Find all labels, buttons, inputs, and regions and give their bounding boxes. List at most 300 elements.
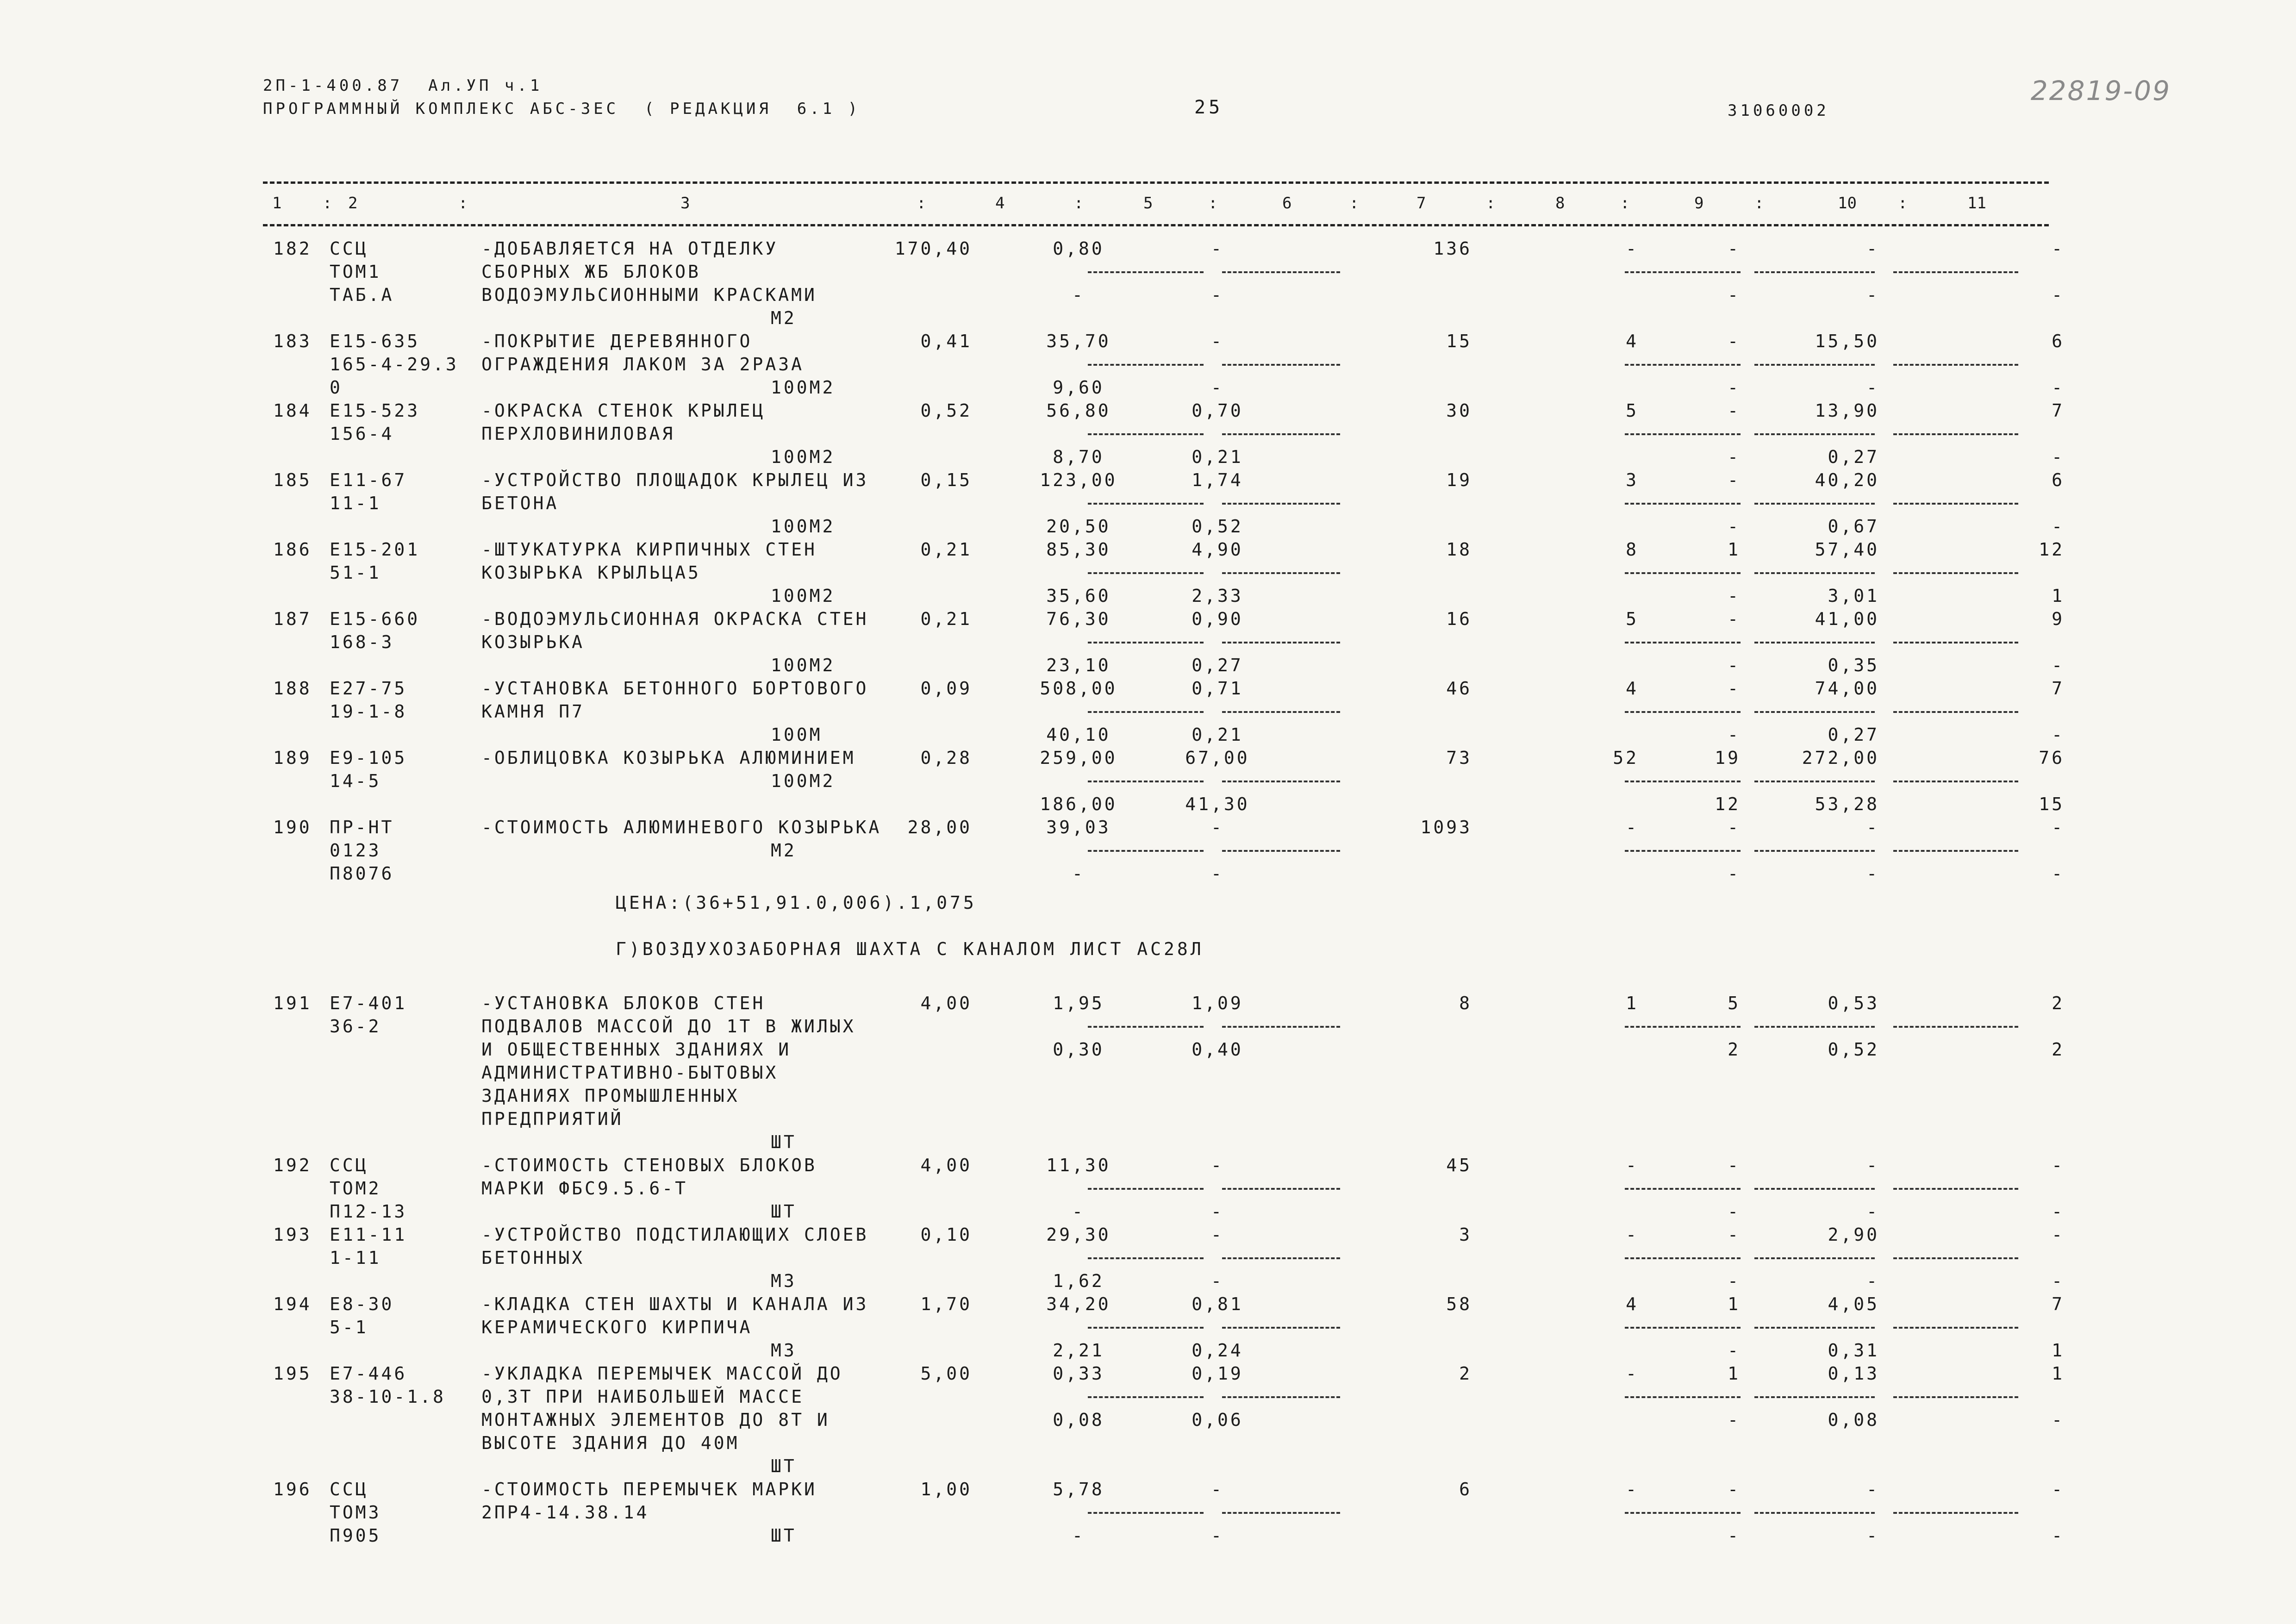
cell-divider: [1625, 572, 1741, 574]
column-header: 1: [272, 194, 282, 212]
row-number: 195: [273, 1363, 312, 1384]
cell-divider: [1625, 642, 1741, 643]
total-machine: -: [1728, 400, 1741, 421]
unit-of-measure: 100М2: [771, 586, 836, 606]
unit-of-measure: 100М2: [771, 771, 836, 791]
column-separator: :: [917, 194, 926, 212]
total-machinist: -: [2052, 1410, 2065, 1430]
work-description: 2ПР4-14.38.14: [481, 1502, 649, 1523]
work-description: КОЗЫРЬКА: [481, 632, 585, 652]
quantity: 0,21: [920, 539, 972, 560]
norm-code: 38-10-1.8: [330, 1387, 446, 1407]
work-description: ВЫСОТЕ ЗДАНИЯ ДО 40М: [481, 1433, 740, 1453]
labour-hours: 15,50: [1815, 331, 1879, 351]
cell-divider: [1893, 364, 2018, 366]
column-header: 9: [1694, 194, 1704, 212]
work-description: ОГРАЖДЕНИЯ ЛАКОМ ЗА 2РАЗА: [481, 354, 804, 375]
wage-per-unit: -: [1072, 1525, 1085, 1546]
cell-divider: [1893, 433, 2018, 435]
norm-code: Е11-11: [330, 1224, 407, 1245]
cost-per-unit: 259,00: [1040, 748, 1117, 768]
total-machine-wage: -: [1728, 285, 1741, 305]
cell-divider: [1088, 1327, 1204, 1329]
row-number: 186: [273, 539, 312, 560]
total-cost: 73: [1446, 748, 1472, 768]
column-separator: :: [458, 194, 468, 212]
machinist-hours: 53,28: [1815, 794, 1879, 814]
cost-per-unit: 29,30: [1046, 1224, 1111, 1245]
total-wage: 8: [1626, 539, 1639, 560]
total-labour: 9: [2052, 609, 2065, 629]
work-description: СБОРНЫХ ЖБ БЛОКОВ: [481, 262, 701, 282]
machine-cost: 0,19: [1192, 1363, 1243, 1384]
wage-per-unit: -: [1072, 285, 1085, 305]
work-description: -СТОИМОСТЬ ПЕРЕМЫЧЕК МАРКИ: [481, 1479, 817, 1499]
quantity: 0,41: [920, 331, 972, 351]
norm-code: Е7-446: [330, 1363, 407, 1384]
cell-divider: [1088, 1396, 1204, 1398]
cell-divider: [1222, 642, 1340, 643]
norm-code: ТОМ3: [330, 1502, 381, 1523]
total-machine: -: [1728, 1479, 1741, 1499]
total-machine: -: [1728, 1224, 1741, 1245]
unit-of-measure: 100М: [771, 725, 823, 745]
cost-per-unit: 0,80: [1053, 238, 1104, 259]
norm-code: Е15-201: [330, 539, 420, 560]
cell-divider: [1893, 1396, 2018, 1398]
total-labour: 7: [2052, 1294, 2065, 1314]
total-labour: -: [2052, 1155, 2065, 1175]
cell-divider: [1754, 364, 1875, 366]
work-description: -КЛАДКА СТЕН ШАХТЫ И КАНАЛА ИЗ: [481, 1294, 869, 1314]
unit-of-measure: 100М2: [771, 655, 836, 675]
cell-divider: [1754, 503, 1875, 505]
work-description: -УСТРОЙСТВО ПОДСТИЛАЮЩИХ СЛОЕВ: [481, 1224, 869, 1245]
machine-cost: 67,00: [1185, 748, 1250, 768]
row-number: 182: [273, 238, 312, 259]
cell-divider: [1222, 850, 1340, 852]
norm-code: 11-1: [330, 493, 381, 513]
column-header: 8: [1555, 194, 1565, 212]
cell-divider: [1754, 642, 1875, 643]
cell-divider: [1754, 1327, 1875, 1329]
cell-divider: [1625, 711, 1741, 713]
norm-code: Е11-67: [330, 470, 407, 490]
wage-per-unit: 0,30: [1053, 1039, 1104, 1060]
total-labour: 7: [2052, 400, 2065, 421]
work-description: КОЗЫРЬКА КРЫЛЬЦА5: [481, 562, 701, 583]
cell-divider: [1625, 1512, 1741, 1514]
total-machinist: -: [2052, 725, 2065, 745]
norm-code: ССЦ: [330, 238, 368, 259]
cell-divider: [1222, 433, 1340, 435]
total-machinist: 1: [2052, 586, 2065, 606]
total-labour: -: [2052, 1479, 2065, 1499]
unit-of-measure: М3: [771, 1271, 797, 1291]
cell-divider: [1754, 781, 1875, 782]
cell-divider: [1893, 271, 2018, 273]
machinist-hours: 0,27: [1828, 725, 1879, 745]
norm-code: П12-13: [330, 1201, 407, 1222]
machine-cost: -: [1211, 817, 1224, 837]
norm-code: ТОМ2: [330, 1178, 381, 1199]
total-machine: 1: [1728, 1294, 1741, 1314]
cell-divider: [1754, 850, 1875, 852]
column-separator: :: [1074, 194, 1084, 212]
total-cost: 58: [1446, 1294, 1472, 1314]
wage-per-unit: 1,62: [1053, 1271, 1104, 1291]
cell-divider: [1754, 271, 1875, 273]
total-machine-wage: -: [1728, 377, 1741, 398]
cell-divider: [1754, 1026, 1875, 1028]
cell-divider: [1754, 1512, 1875, 1514]
total-cost: 2: [1459, 1363, 1472, 1384]
quantity: 5,00: [920, 1363, 972, 1384]
work-description: -УСТРОЙСТВО ПЛОЩАДОК КРЫЛЕЦ ИЗ: [481, 470, 869, 490]
work-description: АДМИНИСТРАТИВНО-БЫТОВЫХ: [481, 1062, 779, 1083]
total-wage: -: [1626, 1479, 1639, 1499]
total-machine: 1: [1728, 539, 1741, 560]
total-labour: -: [2052, 817, 2065, 837]
machinist-hours: 0,67: [1828, 516, 1879, 537]
machine-cost: -: [1211, 1155, 1224, 1175]
machinist-hours: -: [1866, 863, 1879, 884]
cost-per-unit: 34,20: [1046, 1294, 1111, 1314]
machine-wage: 41,30: [1185, 794, 1250, 814]
column-separator: :: [1486, 194, 1496, 212]
work-description: -ДОБАВЛЯЕТСЯ НА ОТДЕЛКУ: [481, 238, 779, 259]
cell-divider: [1625, 433, 1741, 435]
work-description: ПЕРХЛОВИНИЛОВАЯ: [481, 424, 675, 444]
cell-divider: [1893, 781, 2018, 782]
total-wage: -: [1626, 1155, 1639, 1175]
norm-code: Е8-30: [330, 1294, 394, 1314]
cost-per-unit: 0,33: [1053, 1363, 1104, 1384]
total-machine-wage: -: [1728, 655, 1741, 675]
work-description: -ШТУКАТУРКА КИРПИЧНЫХ СТЕН: [481, 539, 817, 560]
machine-wage: -: [1211, 863, 1224, 884]
norm-code: 5-1: [330, 1317, 368, 1337]
norm-code: Е15-523: [330, 400, 420, 421]
cell-divider: [1222, 1512, 1340, 1514]
wage-per-unit: 23,10: [1046, 655, 1111, 675]
machine-cost: -: [1211, 1479, 1224, 1499]
unit-of-measure: ШТ: [771, 1525, 797, 1546]
cell-divider: [1222, 1327, 1340, 1329]
total-machine-wage: -: [1728, 1410, 1741, 1430]
total-cost: 3: [1459, 1224, 1472, 1245]
norm-code: 0: [330, 377, 343, 398]
total-machine: -: [1728, 817, 1741, 837]
machinist-hours: 3,01: [1828, 586, 1879, 606]
machine-wage: -: [1211, 1525, 1224, 1546]
unit-of-measure: ШТ: [771, 1456, 797, 1476]
labour-hours: 41,00: [1815, 609, 1879, 629]
total-wage: 52: [1613, 748, 1639, 768]
labour-hours: 74,00: [1815, 678, 1879, 699]
column-header: 11: [1967, 194, 1986, 212]
labour-hours: 272,00: [1802, 748, 1879, 768]
machine-cost: 4,90: [1192, 539, 1243, 560]
total-machinist: -: [2052, 1525, 2065, 1546]
work-description: -СТОИМОСТЬ АЛЮМИНЕВОГО КОЗЫРЬКА: [481, 817, 882, 837]
cell-divider: [1222, 1396, 1340, 1398]
quantity: 0,21: [920, 609, 972, 629]
cell-divider: [1625, 850, 1741, 852]
total-machine-wage: -: [1728, 516, 1741, 537]
total-wage: 4: [1626, 1294, 1639, 1314]
total-cost: 15: [1446, 331, 1472, 351]
column-header: 10: [1838, 194, 1857, 212]
total-machine-wage: -: [1728, 1525, 1741, 1546]
machine-cost: 0,71: [1192, 678, 1243, 699]
price-note: ЦЕНА:(36+51,91.0,006).1,075: [616, 893, 977, 913]
total-wage: 4: [1626, 331, 1639, 351]
quantity: 4,00: [920, 993, 972, 1013]
machine-wage: 0,52: [1192, 516, 1243, 537]
cell-divider: [1088, 781, 1204, 782]
row-number: 196: [273, 1479, 312, 1499]
wage-per-unit: 0,08: [1053, 1410, 1104, 1430]
total-cost: 6: [1459, 1479, 1472, 1499]
quantity: 1,70: [920, 1294, 972, 1314]
work-description: -УКЛАДКА ПЕРЕМЫЧЕК МАССОЙ ДО: [481, 1363, 843, 1384]
row-number: 192: [273, 1155, 312, 1175]
total-machinist: -: [2052, 1201, 2065, 1222]
norm-code: 0123: [330, 840, 381, 861]
column-separator: :: [1898, 194, 1908, 212]
quantity: 0,10: [920, 1224, 972, 1245]
unit-of-measure: М2: [771, 840, 797, 861]
work-description: И ОБЩЕСТВЕННЫХ ЗДАНИЯХ И: [481, 1039, 792, 1060]
work-description: -ВОДОЭМУЛЬСИОННАЯ ОКРАСКА СТЕН: [481, 609, 869, 629]
row-number: 190: [273, 817, 312, 837]
total-labour: 12: [2039, 539, 2065, 560]
column-header: 2: [348, 194, 358, 212]
cell-divider: [1625, 1257, 1741, 1259]
norm-code: ССЦ: [330, 1155, 368, 1175]
cell-divider: [1625, 781, 1741, 782]
cell-divider: [1088, 503, 1204, 505]
total-cost: 45: [1446, 1155, 1472, 1175]
cost-per-unit: 5,78: [1053, 1479, 1104, 1499]
total-machine-wage: -: [1728, 725, 1741, 745]
norm-code: 36-2: [330, 1016, 381, 1037]
cost-per-unit: 123,00: [1040, 470, 1117, 490]
total-machine: -: [1728, 238, 1741, 259]
cell-divider: [1088, 1188, 1204, 1190]
unit-of-measure: ШТ: [771, 1132, 797, 1152]
quantity: 0,09: [920, 678, 972, 699]
norm-code: Е15-660: [330, 609, 420, 629]
section-title: Г)ВОЗДУХОЗАБОРНАЯ ШАХТА С КАНАЛОМ ЛИСТ АС28Л: [616, 939, 1204, 959]
cell-divider: [1893, 503, 2018, 505]
machinist-hours: -: [1866, 1271, 1879, 1291]
cell-divider: [1893, 711, 2018, 713]
total-machinist: -: [2052, 285, 2065, 305]
total-labour: 76: [2039, 748, 2065, 768]
labour-hours: 57,40: [1815, 539, 1879, 560]
norm-code: ТОМ1: [330, 262, 381, 282]
total-wage: 4: [1626, 678, 1639, 699]
wage-per-unit: 2,21: [1053, 1340, 1104, 1361]
total-machine: -: [1728, 678, 1741, 699]
cell-divider: [1222, 1257, 1340, 1259]
cost-per-unit: 85,30: [1046, 539, 1111, 560]
norm-code: Е15-635: [330, 331, 420, 351]
cell-divider: [1893, 642, 2018, 643]
norm-code: П8076: [330, 863, 394, 884]
cell-divider: [1222, 364, 1340, 366]
labour-hours: 0,53: [1828, 993, 1879, 1013]
unit-of-measure: М3: [771, 1340, 797, 1361]
total-machinist: -: [2052, 1271, 2065, 1291]
total-machine-wage: -: [1728, 586, 1741, 606]
total-cost: 46: [1446, 678, 1472, 699]
machine-cost: 0,90: [1192, 609, 1243, 629]
cell-divider: [1625, 503, 1741, 505]
cell-divider: [1222, 711, 1340, 713]
row-number: 194: [273, 1294, 312, 1314]
norm-code: 165-4-29.3: [330, 354, 459, 375]
handwritten-stamp: 22819-09: [2030, 75, 2171, 106]
machine-wage: -: [1211, 285, 1224, 305]
total-machine-wage: -: [1728, 447, 1741, 467]
cell-divider: [1893, 1188, 2018, 1190]
machine-cost: -: [1211, 238, 1224, 259]
cell-divider: [1625, 1026, 1741, 1028]
norm-code: Е27-75: [330, 678, 407, 699]
total-cost: 19: [1446, 470, 1472, 490]
work-description: -ОБЛИЦОВКА КОЗЫРЬКА АЛЮМИНИЕМ: [481, 748, 856, 768]
total-cost: 8: [1459, 993, 1472, 1013]
total-cost: 1093: [1420, 817, 1472, 837]
cell-divider: [1222, 781, 1340, 782]
total-machinist: 1: [2052, 1340, 2065, 1361]
cell-divider: [1625, 271, 1741, 273]
labour-hours: 4,05: [1828, 1294, 1879, 1314]
cost-per-unit: 39,03: [1046, 817, 1111, 837]
total-labour: -: [2052, 238, 2065, 259]
row-number: 189: [273, 748, 312, 768]
machinist-hours: -: [1866, 1201, 1879, 1222]
cell-divider: [1754, 1188, 1875, 1190]
machinist-hours: 0,31: [1828, 1340, 1879, 1361]
work-description: КАМНЯ П7: [481, 701, 585, 722]
norm-code: ПР-НТ: [330, 817, 394, 837]
work-description: -УСТАНОВКА БЕТОННОГО БОРТОВОГО: [481, 678, 869, 699]
cell-divider: [1222, 1188, 1340, 1190]
machinist-hours: -: [1866, 1525, 1879, 1546]
total-machine: -: [1728, 331, 1741, 351]
cell-divider: [1222, 1026, 1340, 1028]
total-machine: 19: [1715, 748, 1741, 768]
machinist-hours: 0,52: [1828, 1039, 1879, 1060]
total-machine-wage: 12: [1715, 794, 1741, 814]
norm-code: 19-1-8: [330, 701, 407, 722]
total-wage: 5: [1626, 400, 1639, 421]
cell-divider: [1893, 572, 2018, 574]
total-labour: 6: [2052, 331, 2065, 351]
total-machine-wage: -: [1728, 1340, 1741, 1361]
cost-per-unit: 76,30: [1046, 609, 1111, 629]
total-machine: -: [1728, 609, 1741, 629]
cell-divider: [1222, 503, 1340, 505]
cell-divider: [1625, 1396, 1741, 1398]
column-separator: :: [323, 194, 332, 212]
machine-wage: -: [1211, 1201, 1224, 1222]
machine-wage: 0,21: [1192, 725, 1243, 745]
work-description: МОНТАЖНЫХ ЭЛЕМЕНТОВ ДО 8Т И: [481, 1410, 830, 1430]
column-header: 7: [1416, 194, 1426, 212]
total-machinist: -: [2052, 863, 2065, 884]
total-wage: -: [1626, 238, 1639, 259]
norm-code: 156-4: [330, 424, 394, 444]
norm-code: 1-11: [330, 1248, 381, 1268]
machinist-hours: 0,08: [1828, 1410, 1879, 1430]
machine-wage: 0,27: [1192, 655, 1243, 675]
doc-reference: 2П-1-400.87 Ал.УП ч.1: [263, 76, 543, 95]
cell-divider: [1088, 642, 1204, 643]
work-description: ПОДВАЛОВ МАССОЙ ДО 1Т В ЖИЛЫХ: [481, 1016, 856, 1037]
cell-divider: [1088, 572, 1204, 574]
cell-divider: [1754, 711, 1875, 713]
norm-code: ТАБ.А: [330, 285, 394, 305]
cell-divider: [1754, 1257, 1875, 1259]
cell-divider: [1893, 1257, 2018, 1259]
row-number: 184: [273, 400, 312, 421]
norm-code: Е9-105: [330, 748, 407, 768]
machine-wage: 0,40: [1192, 1039, 1243, 1060]
total-machinist: -: [2052, 447, 2065, 467]
work-description: МАРКИ ФБС9.5.6-Т: [481, 1178, 688, 1199]
wage-per-unit: 186,00: [1040, 794, 1117, 814]
total-wage: -: [1626, 817, 1639, 837]
wage-per-unit: -: [1072, 1201, 1085, 1222]
labour-hours: 2,90: [1828, 1224, 1879, 1245]
cell-divider: [1222, 271, 1340, 273]
labour-hours: -: [1866, 817, 1879, 837]
labour-hours: 40,20: [1815, 470, 1879, 490]
cell-divider: [1222, 572, 1340, 574]
work-description: -УСТАНОВКА БЛОКОВ СТЕН: [481, 993, 766, 1013]
unit-of-measure: 100М2: [771, 516, 836, 537]
row-number: 193: [273, 1224, 312, 1245]
work-description: -ПОКРЫТИЕ ДЕРЕВЯННОГО: [481, 331, 753, 351]
total-wage: 5: [1626, 609, 1639, 629]
page-number: 25: [1194, 97, 1223, 118]
total-labour: 1: [2052, 1363, 2065, 1384]
cell-divider: [1893, 1512, 2018, 1514]
cell-divider: [1625, 1188, 1741, 1190]
total-machine-wage: -: [1728, 863, 1741, 884]
quantity: 28,00: [907, 817, 972, 837]
cell-divider: [1893, 1327, 2018, 1329]
wage-per-unit: 8,70: [1053, 447, 1104, 467]
total-machinist: -: [2052, 377, 2065, 398]
cell-divider: [1088, 1257, 1204, 1259]
total-machine: -: [1728, 1155, 1741, 1175]
total-machine: 5: [1728, 993, 1741, 1013]
quantity: 1,00: [920, 1479, 972, 1499]
row-number: 183: [273, 331, 312, 351]
machine-wage: -: [1211, 377, 1224, 398]
total-cost: 136: [1433, 238, 1472, 259]
machinist-hours: -: [1866, 285, 1879, 305]
cell-divider: [1088, 711, 1204, 713]
document-code: 31060002: [1728, 101, 1829, 120]
cost-per-unit: 11,30: [1046, 1155, 1111, 1175]
